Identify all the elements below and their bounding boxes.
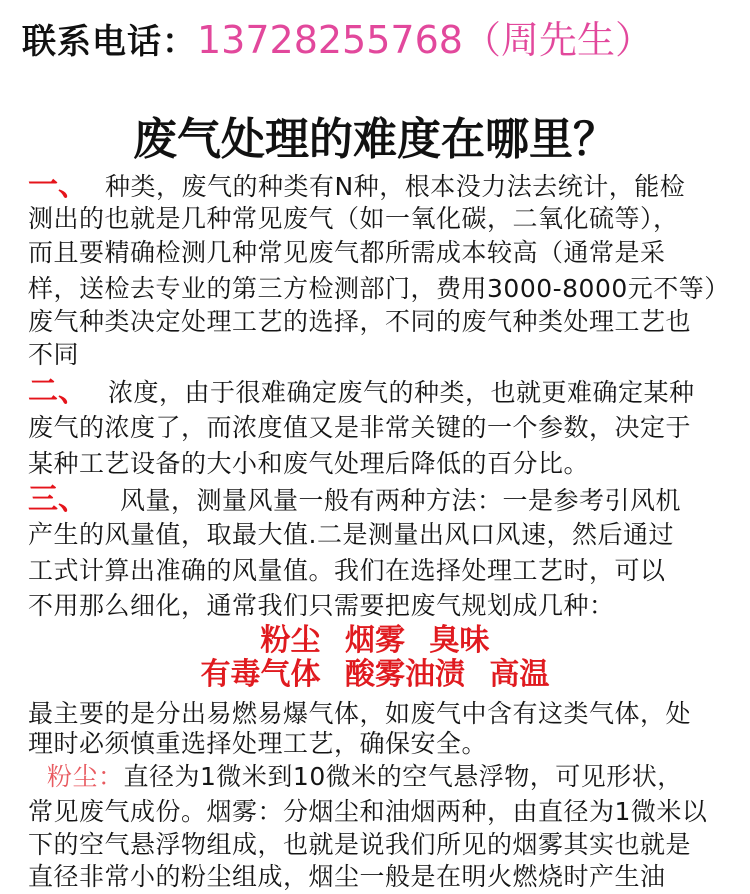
section-1-line: 废气种类决定处理工艺的选择，不同的废气种类处理工艺也 [28, 307, 692, 336]
detail-label: 粉尘： [47, 762, 124, 791]
detail-text: 直径为1微米到10微米的空气悬浮物，可见形状， [123, 762, 683, 791]
safety-note-line: 最主要的是分出易燃易爆气体，如废气中含有这类气体，处 [28, 699, 692, 728]
section-1-first-line [28, 169, 685, 203]
section-1-line: 样，送检去专业的第三方检测部门，费用3000-8000元不等） [28, 274, 730, 303]
section-2-line: 废气的浓度了，而浓度值又是非常关键的一个参数，决定于 [28, 413, 692, 442]
detail-line: 直径非常小的粉尘组成，烟尘一般是在明火燃烧时产生油 [28, 862, 666, 891]
detail-first-line [47, 760, 683, 794]
section-3-text: 风量，测量风量一般有两种方法：一是参考引风机 [120, 486, 682, 515]
section-2-marker: 二、 [28, 374, 88, 409]
phone-number: 13728255768（周先生） [197, 18, 653, 62]
section-2-text: 浓度，由于很难确定废气的种类，也就更难确定某种 [108, 378, 695, 407]
section-3-line: 不用那么细化，通常我们只需要把废气规划成几种： [28, 591, 615, 620]
category-line: 粉尘 烟雾 臭味 [260, 623, 490, 658]
section-2-first-line [28, 375, 695, 409]
detail-line: 常见废气成份。烟雾：分烟尘和油烟两种，由直径为1微米以 [28, 797, 708, 826]
section-3-marker: 三、 [28, 482, 88, 517]
section-3-first-line [28, 483, 681, 517]
section-1-line: 而且要精确检测几种常见废气都所需成本较高（通常是采 [28, 238, 666, 267]
section-2-line: 某种工艺设备的大小和废气处理后降低的百分比。 [28, 449, 590, 478]
page-title: 废气处理的难度在哪里？ [133, 114, 617, 165]
section-1-line: 不同 [28, 340, 80, 369]
section-3-line: 产生的风量值，取最大值.二是测量出风口风速，然后通过 [28, 520, 674, 549]
detail-line: 下的空气悬浮物组成，也就是说我们所见的烟雾其实也就是 [28, 830, 692, 859]
section-3-line: 工式计算出准确的风量值。我们在选择处理工艺时，可以 [28, 556, 666, 585]
category-line: 有毒气体 酸雾油渍 高温 [200, 657, 550, 692]
section-1-line: 测出的也就是几种常见废气（如一氧化碳，二氧化硫等）， [28, 204, 679, 233]
section-1-marker: 一、 [28, 168, 88, 203]
section-1-text: 种类，废气的种类有N种，根本没力法去统计，能检 [105, 172, 686, 201]
contact-label: 联系电话： [22, 22, 197, 62]
contact-header [22, 16, 653, 64]
safety-note-line: 理时必须慎重选择处理工艺，确保安全。 [28, 729, 488, 758]
